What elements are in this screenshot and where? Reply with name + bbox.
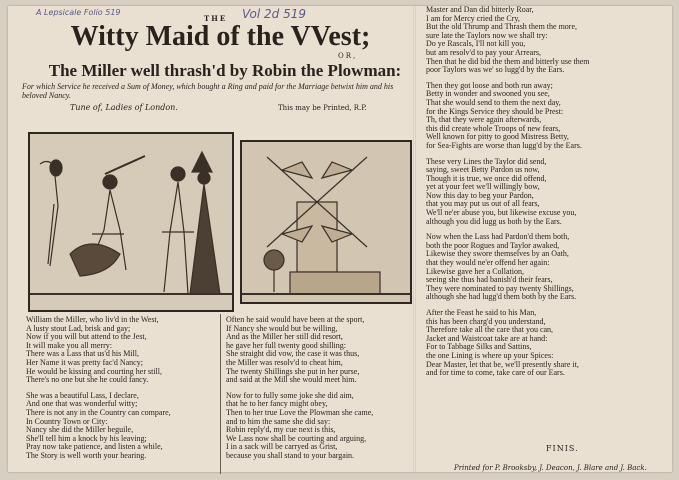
verse-line: Th, that they were again afterwards,	[426, 115, 542, 125]
verse-line: and to him the same she did say:	[226, 416, 331, 426]
verse-line: for Sea-Fights are worse than lugg'd by the Ears.	[426, 140, 582, 150]
verse-line: the Miller was resolv'd to cheat him,	[226, 357, 343, 367]
verse-line: Therefore take all the care that you can,	[426, 325, 554, 335]
verse-line: There was a Lass that us'd his Mill,	[26, 349, 139, 359]
verse-line: that they would ne'er offend her again:	[426, 258, 550, 268]
verse-column-3	[426, 6, 676, 378]
manuscript-note-left: A Lepsicale Folio 519	[36, 8, 121, 17]
verse-line: Do ye Rascals, I'll not kill you,	[426, 39, 526, 49]
verse-line: There is not any in the Country can compare,	[26, 407, 171, 417]
verse-line: Now when the Lass had Pardon'd them both,	[426, 232, 570, 242]
finis-mark: FINIS.	[546, 444, 579, 453]
verse-line: It will make you all merry:	[26, 340, 112, 350]
windmill-illustration	[242, 142, 410, 302]
verse-line: After the Feast he said to his Man,	[426, 308, 537, 317]
verse-line: Often he said would have been at the sport,	[226, 315, 365, 324]
verse-line: In Country Town or City:	[26, 416, 108, 426]
verse-line: this did create whole Troops of new fears,	[426, 123, 561, 133]
verse-line: Betty in wonder and swooned you see,	[426, 89, 550, 99]
verse-line: Nancy she did the Miller beguile,	[26, 425, 134, 435]
verse-line: Then they got loose and both run away;	[426, 80, 553, 90]
verse-line: A lusty stout Lad, brisk and gay;	[26, 323, 131, 333]
verse-line: The Story is well worth your hearing.	[26, 450, 147, 460]
verse-line: because you shall stand to your bargain.	[226, 450, 355, 460]
verse-line: the one Lining is where up your Spices:	[426, 350, 554, 360]
verse-line: And one that was wonderful witty;	[26, 399, 138, 409]
verse-line: There's no one but she he could fancy.	[26, 375, 149, 385]
verse-line: The twenty Shillings she put in her purse,	[226, 366, 360, 376]
verse-line: Now this day to beg your Pardon,	[426, 190, 534, 200]
column-rule	[220, 314, 221, 474]
ballad-title: Witty Maid of the VVest;	[70, 21, 371, 52]
verse-line: Now if you will but attend to the Jest,	[26, 332, 147, 342]
verse-column-1	[26, 316, 221, 461]
verse-line: both the poor Rogues and Taylor awaked,	[426, 240, 560, 250]
verse-line: She was a beautiful Lass, I declare,	[26, 390, 139, 400]
verse-line: but am resolv'd to pay your Arrears,	[426, 47, 541, 57]
verse-line: She straight did vow, the case it was thus,	[226, 349, 360, 359]
verse-line: and said at the Mill she would meet him.	[226, 375, 357, 385]
woodcut-windmill-image	[240, 140, 412, 304]
licence-line: This may be Printed, R.P.	[278, 104, 367, 112]
verse-line: We Lass now shall be courting and arguing,	[226, 433, 367, 443]
verse-line: Likewise they swore themselves by an Oath,	[426, 249, 569, 259]
verse-line: seeing she thus had banish'd their fears,	[426, 275, 553, 285]
verse-line: That she would send to them the next day,	[426, 97, 561, 107]
ballad-subtitle: The Miller well thrash'd by Robin the Plowman:	[48, 61, 402, 80]
verse-line: yet at your feet we'll willingly bow,	[426, 182, 540, 192]
verse-line: I in a sack will be carryed as Grist,	[226, 442, 338, 452]
verse-line: Likewise gave her a Collation,	[426, 266, 524, 276]
verse-line: that he to her fancy might obey,	[226, 399, 328, 409]
verse-line: that you may put us out of all fears,	[426, 199, 540, 209]
verse-line: Now for to fully some joke she did aim,	[226, 390, 354, 400]
verse-line: although you did lugg us both by the Ears.	[426, 216, 562, 226]
tune-line: Tune of, Ladies of London.	[70, 103, 178, 112]
verse-line: saying, sweet Betty Pardon us now,	[426, 165, 540, 175]
verse-line: And as the Miller her still did resort,	[226, 332, 343, 342]
ballad-description: For which Service he received a Sum of Money, which bought a Ring and paid for the Marriage betwixt him and his beloved Nancy.	[22, 82, 394, 100]
verse-line: If Nancy she would but be willing,	[226, 323, 338, 333]
verse-line: Though it is true, we once did offend,	[426, 173, 547, 183]
title-article: THE	[204, 14, 228, 23]
verse-column-2	[226, 316, 416, 461]
verse-line: Well known for pitty to good Mistress Betty,	[426, 132, 569, 142]
verse-line: Pray now take patience, and listen a while,	[26, 442, 163, 452]
verse-line: He would be kissing and courting her still,	[26, 366, 162, 376]
verse-line: For to Tabbage Silks and Sattins,	[426, 342, 532, 352]
verse-line: I am for Mercy cried the Cry,	[426, 13, 520, 23]
verse-line: he gave her full twenty good shilling:	[226, 340, 346, 350]
verse-line: We'll ne'er abuse you, but likewise excuse you,	[426, 208, 577, 218]
verse-line: They were nominated to pay twenty Shillings,	[426, 283, 574, 293]
verse-line: She'll tell him a knock by his leaving;	[26, 433, 147, 443]
imprint-line: Printed for P. Brooksby, J. Deacon, J. Blare and J. Back.	[454, 464, 647, 472]
verse-line: this has been charg'd you understand,	[426, 316, 546, 326]
title-or: OR,	[338, 52, 358, 60]
verse-line: Robin reply'd, my cue next is this,	[226, 425, 336, 435]
verse-line: Jacket and Waistcoat take are at hand:	[426, 333, 548, 343]
verse-line: sure late the Taylors now we shall try:	[426, 30, 548, 40]
verse-line: Then that he did bid the them and bitterly use them	[426, 56, 590, 66]
verse-line: and for time to come, take care of our Ears.	[426, 368, 565, 378]
verse-line: Her Name it was pretty fac'd Nancy;	[26, 357, 143, 367]
verse-line: William the Miller, who liv'd in the West,	[26, 315, 159, 324]
verse-line: Dear Master, let that be, we'll presently share it,	[426, 359, 579, 369]
verse-line: But the old Thrump and Thrash them the more,	[426, 22, 578, 32]
broadside-sheet	[8, 6, 672, 472]
verse-line: for the Kings Service they should be Prest:	[426, 106, 564, 116]
verse-line: Master and Dan did bitterly Roar,	[426, 5, 534, 14]
woodcut-figures-image	[28, 132, 234, 312]
woodcut-figures-illustration	[30, 134, 232, 310]
verse-line: although she had lugg'd them both by the Ears.	[426, 292, 577, 302]
verse-line: These very Lines the Taylor did send,	[426, 156, 547, 166]
verse-line: Then to her true Love the Plowman she came,	[226, 407, 374, 417]
verse-line: poor Taylors was we' so lugg'd by the Ears.	[426, 65, 565, 75]
manuscript-note-top: Vol 2d 519	[242, 7, 306, 21]
